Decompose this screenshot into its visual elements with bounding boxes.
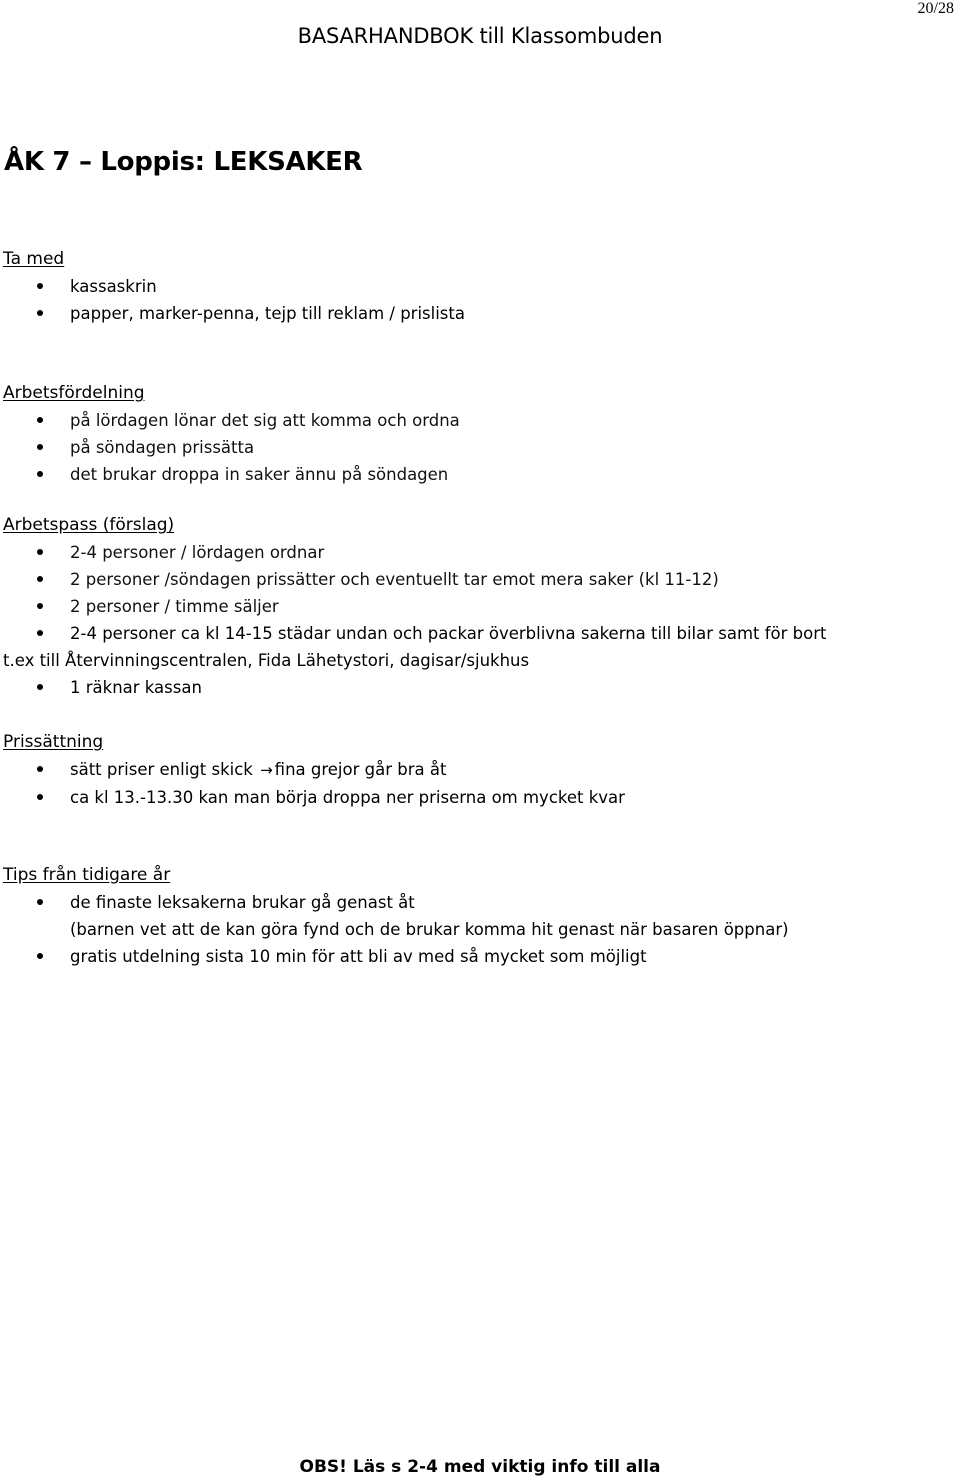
section-heading-tips: Tips från tidigare år bbox=[3, 865, 171, 885]
section-heading-arbetsfordelning: Arbetsfördelning bbox=[3, 383, 145, 403]
bullet-icon bbox=[37, 549, 43, 555]
list-item-text: de finaste leksakerna brukar gå genast åt bbox=[70, 893, 415, 912]
arbetsfordelning-list bbox=[3, 407, 933, 488]
list-item bbox=[3, 566, 933, 593]
page-title: ÅK 7 – Loppis: LEKSAKER bbox=[4, 147, 363, 177]
bullet-icon bbox=[37, 283, 43, 289]
list-item bbox=[3, 784, 933, 811]
list-item bbox=[3, 620, 933, 647]
list-item-text: gratis utdelning sista 10 min för att bli av med så mycket som möjligt bbox=[70, 947, 647, 966]
list-item-text: 2-4 personer ca kl 14-15 städar undan och packar överblivna sakerna till bilar samt för bort bbox=[70, 624, 827, 643]
list-item-text: 2 personer / timme säljer bbox=[70, 597, 279, 616]
list-item-text: på lördagen lönar det sig att komma och ordna bbox=[70, 411, 460, 430]
list-item bbox=[3, 539, 933, 566]
bullet-icon bbox=[37, 417, 43, 423]
list-item-continuation-text: t.ex till Återvinningscentralen, Fida Lähetystori, dagisar/sjukhus bbox=[3, 651, 530, 670]
list-item-text: 2 personer /söndagen prissätter och eventuellt tar emot mera saker (kl 11-12) bbox=[70, 570, 719, 589]
list-item bbox=[3, 889, 933, 916]
list-item bbox=[3, 756, 933, 784]
list-item-text: sätt priser enligt skick bbox=[70, 760, 253, 779]
list-item bbox=[3, 434, 933, 461]
list-item-text: 1 räknar kassan bbox=[70, 678, 202, 697]
list-item bbox=[3, 273, 933, 300]
section-arbetspass bbox=[3, 512, 933, 701]
list-item bbox=[3, 593, 933, 620]
list-item-text: papper, marker-penna, tejp till reklam / prislista bbox=[70, 304, 465, 323]
list-item-continuation-text: (barnen vet att de kan göra fynd och de brukar komma hit genast när basaren öppnar) bbox=[70, 920, 789, 939]
bullet-icon bbox=[37, 576, 43, 582]
tips-list bbox=[3, 889, 933, 916]
list-item-text: kassaskrin bbox=[70, 277, 157, 296]
footer-note: OBS! Läs s 2-4 med viktig info till alla bbox=[299, 1457, 661, 1477]
list-item bbox=[3, 943, 933, 970]
bullet-icon bbox=[37, 794, 43, 800]
prissattning-list bbox=[3, 756, 933, 811]
bullet-icon bbox=[37, 444, 43, 450]
list-item-text: det brukar droppa in saker ännu på söndagen bbox=[70, 465, 449, 484]
section-prissattning bbox=[3, 729, 933, 811]
list-item bbox=[3, 674, 933, 701]
section-heading-arbetspass bbox=[3, 512, 933, 539]
tips-list-tail bbox=[3, 943, 933, 970]
list-item-text: fina grejor går bra åt bbox=[274, 760, 447, 779]
list-item bbox=[3, 407, 933, 434]
arbetspass-list-tail bbox=[3, 674, 933, 701]
arbetspass-list bbox=[3, 539, 933, 647]
running-header: BASARHANDBOK till Klassombuden bbox=[297, 24, 663, 48]
list-item bbox=[3, 461, 933, 488]
bullet-icon bbox=[37, 684, 43, 690]
list-item-text: 2-4 personer / lördagen ordnar bbox=[70, 543, 325, 562]
list-item-text: ca kl 13.-13.30 kan man börja droppa ner priserna om mycket kvar bbox=[70, 788, 625, 807]
list-item-continuation bbox=[3, 916, 933, 943]
section-heading-prissattning: Prissättning bbox=[3, 732, 104, 752]
bullet-icon bbox=[37, 471, 43, 477]
section-heading-note: (förslag) bbox=[97, 515, 175, 535]
bullet-icon bbox=[37, 766, 43, 772]
bullet-icon bbox=[37, 899, 43, 905]
section-arbetsfordelning bbox=[3, 380, 933, 488]
list-item-text: på söndagen prissätta bbox=[70, 438, 255, 457]
page-number: 20/28 bbox=[917, 0, 954, 17]
section-heading-ta-med: Ta med bbox=[3, 249, 65, 269]
section-heading-label: Arbetspass bbox=[3, 515, 98, 535]
arrow-right-icon: → bbox=[260, 761, 273, 779]
list-item-continuation bbox=[0, 647, 933, 674]
ta-med-list bbox=[3, 273, 933, 327]
bullet-icon bbox=[37, 630, 43, 636]
list-item bbox=[3, 300, 933, 327]
section-ta-med bbox=[3, 246, 933, 327]
section-tips bbox=[3, 862, 933, 970]
bullet-icon bbox=[37, 310, 43, 316]
bullet-icon bbox=[37, 603, 43, 609]
bullet-icon bbox=[37, 953, 43, 959]
